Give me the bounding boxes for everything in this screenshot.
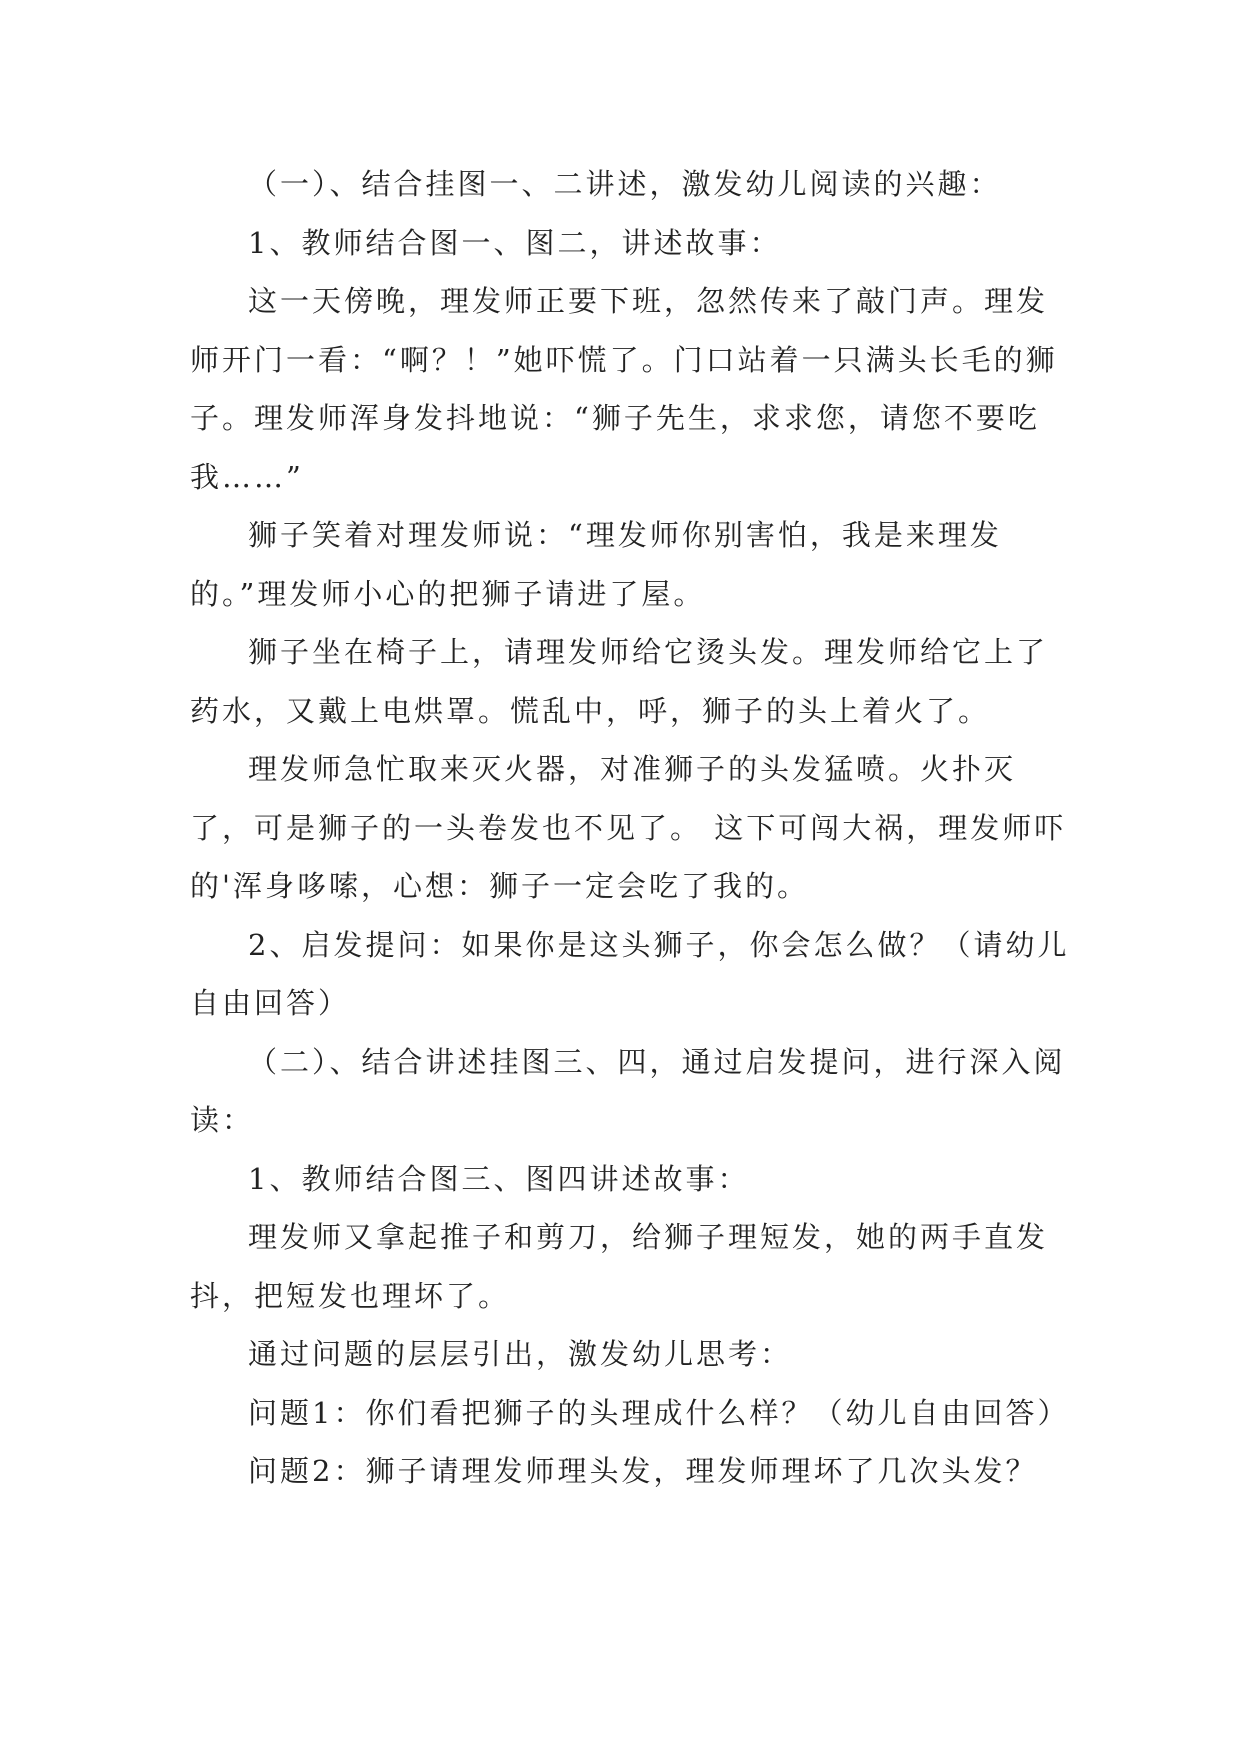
document-body bbox=[190, 155, 1070, 1501]
story-paragraph-5: 理发师又拿起推子和剪刀，给狮子理短发，她的两手直发抖，把短发也理坏了。 bbox=[190, 1220, 1049, 1313]
guidance-paragraph: 通过问题的层层引出，激发幼儿思考： bbox=[248, 1337, 793, 1371]
question-1: 问题1：你们看把狮子的头理成什么样？（幼儿自由回答） bbox=[248, 1395, 1070, 1430]
section-heading-2: （二）、结合讲述挂图三、四，通过启发提问，进行深入阅读： bbox=[190, 1044, 1066, 1137]
story-paragraph-1: 这一天傍晚，理发师正要下班，忽然传来了敲门声。理发师开门一看：“啊？！”她吓慌了。门口站着一只满头长毛的狮子。理发师浑身发抖地说：“狮子先生，求求您，请您不要吃我……” bbox=[190, 284, 1058, 494]
story-paragraph-2: 狮子笑着对理发师说：“理发师你别害怕，我是来理发的。”理发师小心的把狮子请进了屋。 bbox=[190, 518, 1002, 611]
question-2: 问题2：狮子请理发师理头发，理发师理坏了几次头发？ bbox=[248, 1454, 1038, 1488]
step-heading-2: 1、教师结合图三、图四讲述故事： bbox=[248, 1161, 750, 1196]
section-heading-1: （一）、结合挂图一、二讲述，激发幼儿阅读的兴趣： bbox=[248, 167, 1002, 201]
story-paragraph-4: 理发师急忙取来灭火器，对准狮子的头发猛喷。火扑灭了，可是狮子的一头卷发也不见了。 这下可闯大祸，理发师吓的'浑身哆嗦，心想：狮子一定会吃了我的。 bbox=[190, 752, 1067, 903]
story-paragraph-3: 狮子坐在椅子上，请理发师给它烫头发。理发师给它上了药水，又戴上电烘罩。慌乱中，呼，狮子的头上着火了。 bbox=[190, 635, 1049, 728]
question-paragraph-1: 2、启发提问：如果你是这头狮子，你会怎么做？（请幼儿自由回答） bbox=[190, 927, 1070, 1020]
step-heading-1: 1、教师结合图一、图二，讲述故事： bbox=[248, 225, 782, 260]
